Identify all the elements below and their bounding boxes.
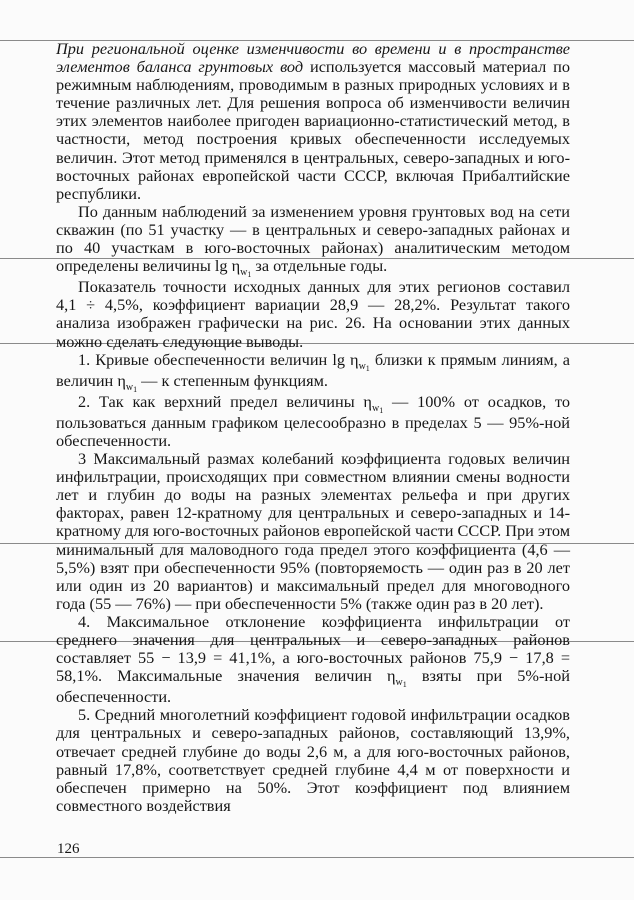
paragraph-text: близки к прямым линиям, а величин η: [56, 349, 570, 390]
paragraph-text: взяты при 5%-ной обеспеченности.: [56, 666, 570, 707]
conclusion-2: [56, 393, 570, 450]
subscript: w: [125, 381, 134, 393]
conclusion-5: 5. Средний многолетний коэффициент годовой инфильтрации осадков для центральных и северо-западных районов, составляющий 13,9%, отвечает средней глубине до воды 2,6 м, а для юго-восточных районов, равный 17,8%, соответствует средней глубине 4,4 м от поверхности и обеспечен примерно на 50%. Этот коэффициент под влиянием совместного воздействия: [56, 705, 570, 815]
conclusion-4: [56, 613, 570, 706]
paragraph-text: 4. Максимальное отклонение коэффициента инфильтрации от среднего значения для центральных и северо-западных районов составляет 55 − 13,9 = 41,1%, а юго-восточных районов 75,9 − 17,8 = 58,1%. Максимальные значения величин η: [56, 611, 570, 686]
subscript: w: [358, 360, 366, 372]
italic-lead: При региональной оценке изменчивости во времени и в пространстве элементов баланса грунтовых вод: [56, 39, 570, 77]
paragraph-observations: [56, 203, 570, 278]
paragraph-text: — к степенным функциям.: [137, 370, 328, 390]
page-body: [56, 40, 570, 815]
page-number: 126: [57, 841, 80, 857]
paragraph-text: — 100% от осадков, то пользоваться данным графиком целесообразно в пределах 5 — 95%-ной обеспеченности.: [56, 391, 570, 450]
subscript: w: [395, 677, 403, 689]
subscript: 1: [133, 384, 138, 394]
subscript: 1: [365, 363, 370, 373]
paragraph-text: за отдельные годы.: [251, 256, 388, 276]
paragraph-text: используется массовый материал по режимным наблюдениям, проводимым в разных природных условиях и в течение различных лет. Для решения вопроса об изменчивости величин этих элементов наиболее пригоден вариационно-статистический метод, в частности, метод построения кривых обеспеченности исследуемых величин. Этот метод применялся в центральных, северо-западных и юго-восточных районах европейской части СССР, включая Прибалтийские республики.: [56, 57, 570, 203]
subscript: w: [371, 402, 380, 414]
subscript: 1: [247, 270, 252, 280]
paragraph-text: По данным наблюдений за изменением уровня грунтовых вод на сети скважин (по 51 участку — в центральных и северо-западных районах и по 40 участкам в юго-восточных районах) аналитическим методом определены величины lg η: [56, 201, 570, 276]
subscript: 1: [379, 405, 384, 415]
subscript: w: [240, 267, 248, 279]
divider-line: [0, 857, 634, 858]
conclusion-3: 3 Максимальный размах колебаний коэффициента годовых величин инфильтрации, происходящих при совместном влиянии смены водности лет и глубин до воды на разных элементах рельефа и при других факторах, равен 12-кратному для центральных и северо-западных и 14-кратному для юго-восточных районов европейской части СССР. При этом минимальный для маловодного года предел этого коэффициента (4,6 — 5,5%) взят при обеспеченности 95% (повторяемость — один раз в 20 лет или один из 20 вариантов) и максимальный предел для многоводного года (55 — 76%) — при обеспеченности 5% (также один раз в 20 лет).: [56, 449, 570, 613]
paragraph-text: 2. Так как верхний предел величины η: [78, 391, 372, 411]
paragraph-accuracy: Показатель точности исходных данных для этих регионов составил 4,1 ÷ 4,5%, коэффициент вариации 28,9 — 28,2%. Результат такого анализа изображен графически на рис. 26. На основании этих данных можно сделать следующие выводы.: [56, 277, 570, 351]
paragraph-intro: [56, 40, 570, 203]
subscript: 1: [402, 680, 407, 690]
conclusion-1: [56, 351, 570, 393]
paragraph-text: 1. Кривые обеспеченности величин lg η: [78, 349, 359, 369]
